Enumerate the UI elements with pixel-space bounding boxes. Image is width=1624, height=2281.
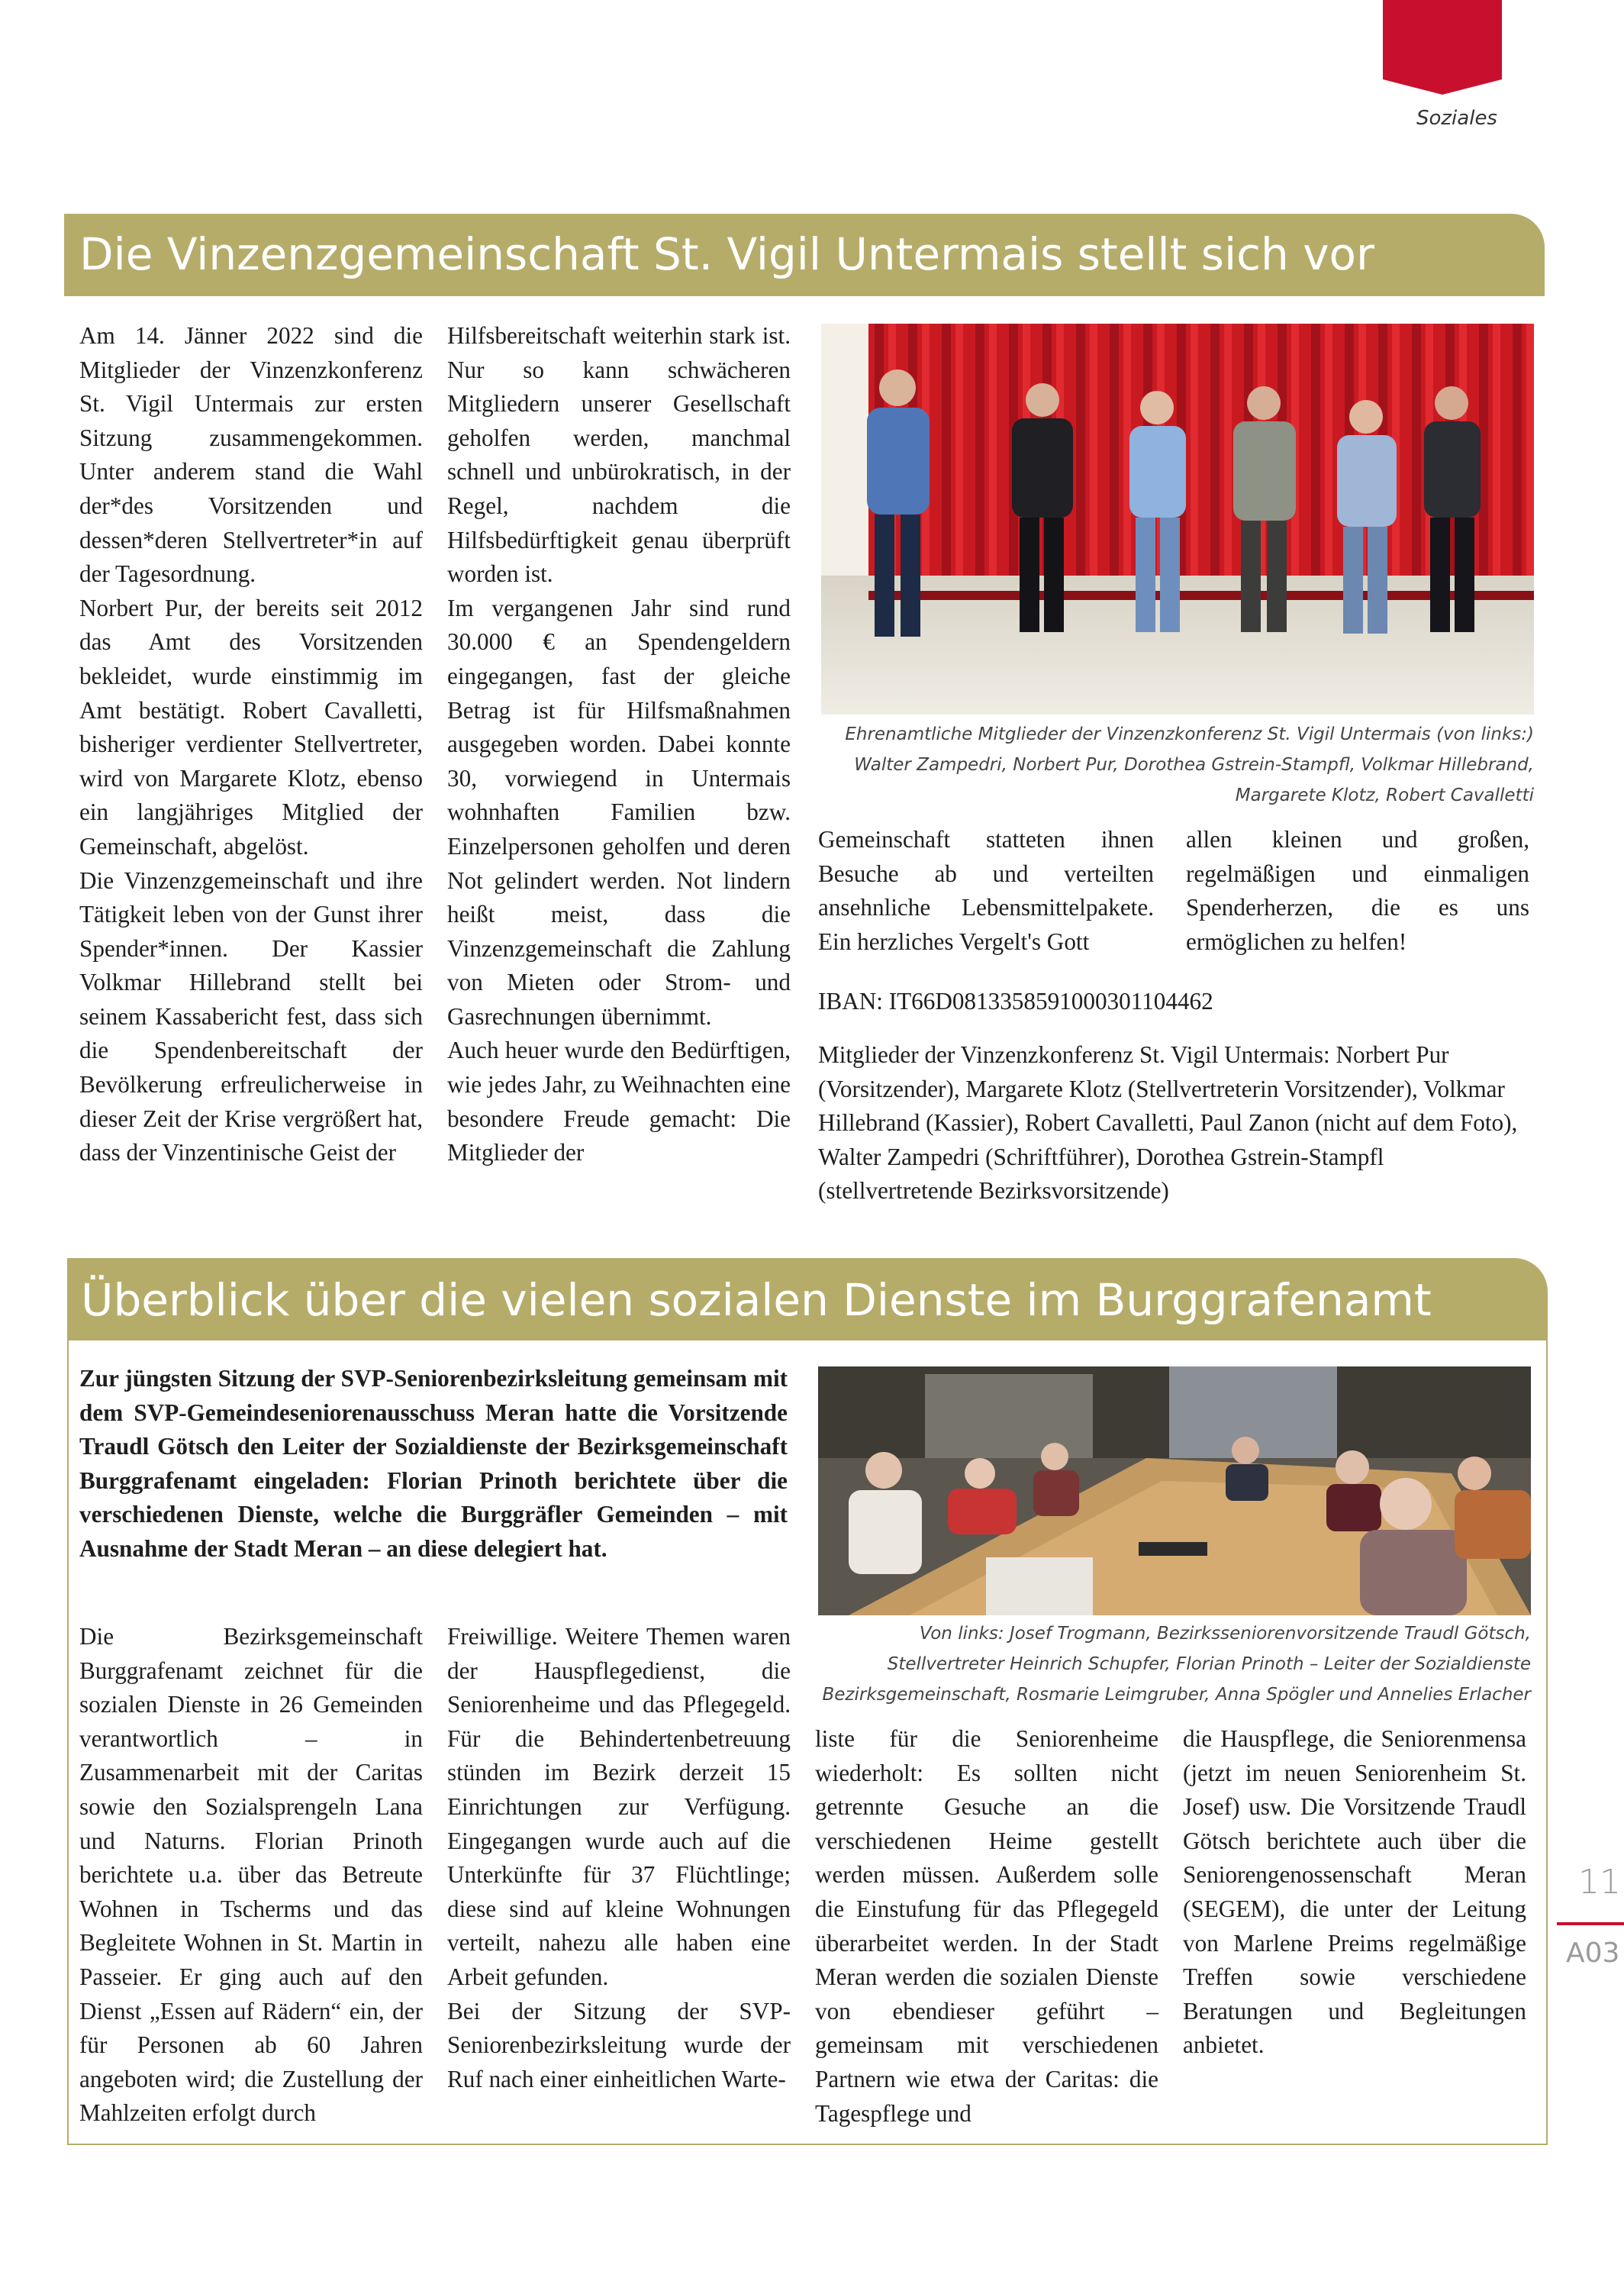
page-number: 11 [1578,1863,1621,1902]
article1-column-1: Am 14. Jänner 2022 sind die Mitglieder der Vinzenzkonferenz St. Vigil Untermais zur ersten Sitzung zusammengekommen. Unter anderem stand die Wahl der*des Vorsitzenden und dessen*deren Stellvertreter*in auf der Tagesordnung. Norbert Pur, der bereits seit 2012 das Amt des Vorsitzenden bekleidet, wurde einstimmig im Amt bestätigt. Robert Cavalletti, bisheriger verdienter Stellvertreter, wird von Margarete Klotz, ebenso ein langjähriges Mitglied der Gemeinschaft, abgelöst. Die Vinzenzgemeinschaft und ihre Tätigkeit leben von der Gunst ihrer Spender*innen. Der Kassier Volkmar Hillebrand stellt bei seinem Kassabericht fest, dass sich die Spendenbereitschaft der Bevölkerung erfreulicherweise in dieser Zeit der Krise vergrößert hat, dass der Vinzentinische Geist der [79,322,423,1166]
article1-iban: IBAN: IT66D0813358591000301104462 [818,988,1213,1015]
article1-column-2: Hilfsbereitschaft weiterhin stark ist. Nur so kann schwächeren Mitgliedern unserer Gesellschaft geholfen werden, manchmal schnell und unbürokratisch, in der Regel, nachdem die Hilfsbedürftigkeit genau überprüft worden ist. Im vergangenen Jahr sind rund 30.000 € an Spendengeldern eingegangen, fast der gleiche Betrag ist für Hilfsmaßnahmen ausgegeben worden. Dabei konnte 30, vorwiegend in Untermais wohnhaften Familien bzw. Einzelpersonen geholfen und deren Not gelindert werden. Not lindern heißt meist, dass die Vinzenzgemeinschaft die Zahlung von Mieten oder Strom- und Gasrechnungen übernimmt. Auch heuer wurde den Bedürftigen, wie jedes Jahr, zu Weihnachten eine besondere Freude gemacht: Die Mitglieder der [447,322,791,1166]
section-label: Soziales [1416,107,1497,130]
page-code: A03 [1566,1937,1620,1969]
article2-photo-caption: Von links: Josef Trogmann, Bezirksseniorenvorsitzende Traudl Götsch, Stellvertreter Heinrich Schupfer, Florian Prinoth – Leiter der Sozialdienste Bezirksgemeinschaft, Rosmarie Leimgruber, Anna Spögler und Annelies Erlacher [822,1624,1531,1705]
article2-title: Überblick über die vielen sozialen Dienste im Burggrafenamt [81,1274,1432,1326]
article1-members: Mitglieder der Vinzenzkonferenz St. Vigil Untermais: Norbert Pur (Vorsitzender), Margarete Klotz (Stellvertreterin Vorsitzender), Volkmar Hillebrand (Kassier), Robert Cavalletti, Paul Zanon (nicht auf dem Foto), Walter Zampedri (Schriftführer), Dorothea Gstrein-Stampfl (stellvertretende Bezirksvorsitzende) [818,1041,1518,1205]
article1-title: Die Vinzenzgemeinschaft St. Vigil Untermais stellt sich vor [79,228,1374,280]
section-ribbon [1383,0,1502,95]
article1-photo-caption: Ehrenamtliche Mitglieder der Vinzenzkonferenz St. Vigil Untermais (von links:) Walter Zampedri, Norbert Pur, Dorothea Gstrein-Stampfl, Volkmar Hillebrand, Margarete Klotz, Robert Cavalletti [845,724,1534,805]
article2-column-3: liste für die Seniorenheime wiederholt: Es sollten nicht getrennte Gesuche an die verschiedenen Heime gestellt werden müssen. Außerdem solle die Einstufung für das Pflegegeld überarbeitet werden. In der Stadt Meran werden die sozialen Dienste von ebendieser geführt – gemeinsam mit verschiedenen Partnern wie etwa der Caritas: die Tagespflege und [815,1725,1158,2127]
article1-column-4: allen kleinen und großen, regelmäßigen und einmaligen Spenderherzen, die es uns ermöglichen zu helfen! [1186,826,1529,955]
article2-lead: Zur jüngsten Sitzung der SVP-Seniorenbezirksleitung gemeinsam mit dem SVP-Gemeindeseniorenausschuss Meran hatte die Vorsitzende Traudl Götsch den Leiter der Sozialdienste der Bezirksgemeinschaft Burggrafenamt eingeladen: Florian Prinoth berichtete über die verschiedenen Dienste, welche die Burggräfler Gemeinden – mit Ausnahme der Stadt Meran – an diese delegiert hat. [79,1365,788,1562]
article2-column-1: Die Bezirksgemeinschaft Burggrafenamt zeichnet für die sozialen Dienste in 26 Gemeinden verantwortlich – in Zusammenarbeit mit der Caritas sowie den Sozialsprengeln Lana und Naturns. Florian Prinoth berichtete u.a. über das Betreute Wohnen in Tscherms und das Begleitete Wohnen in St. Martin in Passeier. Er ging auch auf den Dienst „Essen auf Rädern“ ein, der für Personen ab 60 Jahren angeboten wird; die Zustellung der Mahlzeiten erfolgt durch [79,1623,423,2127]
meeting-photo [818,1366,1531,1615]
article2-title-bar [67,1258,1548,1341]
article2-column-4: die Hauspflege, die Seniorenmensa (jetzt im neuen Seniorenheim St. Josef) usw. Die Vorsitzende Traudl Götsch berichtete auch über die Seniorengenossenschaft Meran (SEGEM), die unter der Leitung von Marlene Preims regelmäßige Treffen sowie verschiedene Beratungen und Begleitungen anbietet. [1183,1725,1526,2059]
page-number-rule [1557,1922,1624,1925]
article1-title-bar [64,214,1545,296]
article1-column-3: Gemeinschaft statteten ihnen Besuche ab und verteilten ansehnliche Lebensmittelpakete. Ein herzliches Vergelt's Gott [818,826,1154,955]
volunteers-photo [821,324,1534,715]
article2-column-2: Freiwillige. Weitere Themen waren der Hauspflegedienst, die Seniorenheime und das Pflegegeld. Für die Behindertenbetreuung stünden im Bezirk derzeit 15 Einrichtungen zur Verfügung. Eingegangen wurde auch auf die Unterkünfte für 37 Flüchtlinge; diese sind auf kleine Wohnungen verteilt, nahezu alle haben eine Arbeit gefunden. Bei der Sitzung der SVP-Seniorenbezirksleitung wurde der Ruf nach einer einheitlichen Warte- [447,1623,791,2092]
